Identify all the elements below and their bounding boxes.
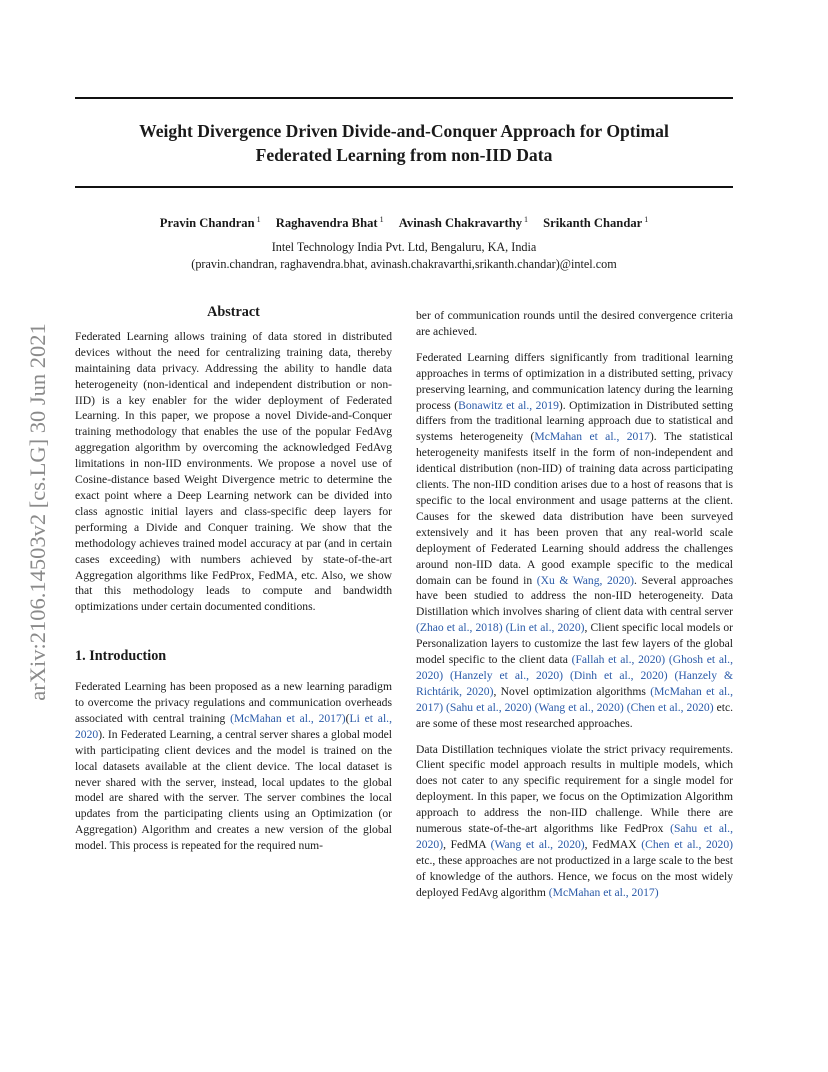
citation-link[interactable]: (Dinh et al., 2020) [570, 668, 668, 682]
text-run: ber of communication rounds until the desired convergence criteria are achieved. [416, 309, 733, 338]
author-list [75, 215, 733, 231]
affiliation-mark: 1 [379, 215, 384, 224]
citation-link[interactable]: Li et al., 2020 [75, 711, 392, 741]
title-rule-bottom [75, 186, 733, 188]
intro-paragraph-1-continued [416, 308, 733, 340]
text-run: ). In Federated Learning, a central server shares a global model with participating client devices and the model is trained on the local datasets available at the client device. The local dataset is never shared with the server, instead, local updates to the global model are shared with the server. The server combines the local updates from the participating clients using an Optimization (or Aggregation) Algorithm and creates a new version of the global model. This process is repeated for the required num- [75, 727, 392, 853]
intro-paragraph-1 [75, 679, 392, 854]
citation-link[interactable]: (Xu & Wang, 2020) [536, 573, 635, 587]
text-run [563, 669, 570, 682]
affiliation: Intel Technology India Pvt. Ltd, Bengaluru, KA, India [271, 240, 537, 254]
text-run: etc. are some of these most researched approaches. [416, 700, 733, 730]
citation-link[interactable]: (Chen et al., 2020) [626, 700, 714, 714]
text-run: , FedMAX [584, 838, 642, 851]
author: Srikanth Chandar $^1$ [543, 215, 649, 231]
citation-link[interactable]: (Hanzely et al., 2020) [450, 668, 564, 682]
arxiv-stamp-text: arXiv:2106.14503v2 [cs.LG] 30 Jun 2021 [25, 323, 50, 701]
paper-title [75, 119, 733, 167]
citation-link[interactable]: (Sahu et al., 2020) [416, 822, 733, 851]
text-run: , Novel optimization algorithms [493, 684, 651, 698]
citation-link[interactable]: (Fallah et al., 2020) [571, 653, 666, 667]
text-run: Data Distillation techniques violate the strict privacy requirements. Client specific model approach results in multiple models, which does not cater to any specific requirement for a single model for deployment. In this paper, we focus on the Optimization Algorithm approach to address the non-IID challenge. While there are numerous state-of-the-art algorithms like FedProx [416, 742, 733, 836]
text-run [668, 669, 675, 682]
text-run: Federated Learning has been proposed as a new learning paradigm to overcome the privacy regulations and communication overheads associated with central training [75, 680, 392, 725]
citation-link[interactable]: (Wang et al., 2020) [490, 838, 585, 851]
citation-link[interactable]: (Wang et al., 2020) [534, 700, 624, 714]
introduction-heading: 1. Introduction [75, 648, 167, 665]
citation-link[interactable]: (Ghosh et al., 2020) [416, 653, 733, 682]
affiliation-block [75, 239, 733, 273]
text-run [443, 669, 450, 682]
citation-link[interactable]: (McMahan et al., 2017) [548, 885, 659, 899]
text-run: ( [345, 711, 350, 725]
intro-paragraph-3 [416, 742, 733, 901]
affiliation-mark: 1 [256, 215, 261, 224]
text-run: , Client specific local models or Personalization layers to customize the last few layers of the global model specific to the client data [416, 621, 733, 667]
text-run: etc., these approaches are not productized in a large scale to the best of knowledge of the authors. Hence, we focus on the most widely deployed FedAvg algorithm [416, 853, 733, 899]
citation-link[interactable]: (Hanzely & Richtárik, 2020) [416, 668, 734, 698]
text-run: Federated Learning differs significantly from traditional learning approaches in terms of optimization in a distributed setting, privacy preserving learning, and communication latency during the learning process ( [416, 350, 733, 412]
title-line-2: Federated Learning from non-IID Data [255, 145, 553, 165]
affiliation-mark: 1 [644, 215, 649, 224]
title-rule-top [75, 97, 733, 99]
title-line-1: Weight Divergence Driven Divide-and-Conquer Approach for Optimal [139, 121, 669, 141]
text-run: , FedMA [443, 838, 491, 851]
citation-link[interactable]: (Chen et al., 2020) [641, 838, 734, 851]
text-run: ). The statistical heterogeneity manifests itself in the form of non-independent and identical distribution (non-IID) of training data across participating clients. The non-IID condition arises due to a host of reasons that is specific to the local environment and usage patterns at the client. Causes for the skewed data distribution have been surveyed extensively and it has been proven that any real-world scale deployment of Federated Learning should address the challenges around non-IID data. A good example specific to the medical domain can be found in [416, 430, 734, 587]
abstract-heading: Abstract [207, 304, 260, 320]
left-column [75, 305, 392, 854]
author: Avinash Chakravarthy $^1$ [398, 215, 529, 231]
text-run: . Several approaches have been studied to address the non-IID heterogeneity. Data Distillation which involves sharing of client data with central server [416, 573, 734, 619]
citation-link[interactable]: McMahan et al., 2017 [534, 430, 650, 444]
citation-link[interactable]: (McMahan et al., 2017) [416, 684, 733, 714]
affiliation-mark: 1 [524, 215, 529, 224]
author: Raghavendra Bhat $^1$ [275, 215, 384, 231]
citation-link[interactable]: (Sahu et al., 2020) [446, 700, 532, 714]
author-emails: (pravin.chandran, raghavendra.bhat, avinash.chakravarthi,srikanth.chandar)@intel.com [191, 257, 617, 271]
author: Pravin Chandran $^1$ [159, 215, 261, 231]
abstract-text: Federated Learning allows training of data stored in distributed devices without the need for centralizing training data, thereby maintaining data privacy. Addressing the ability to handle data heterogeneity (non-identical and independent distribution or non-IID) is a key enabler for the wider deployment of Federated Learning. In this paper, we propose a novel Divide-and-Conquer training methodology that enables the use of the popular FedAvg aggregation algorithm by overcoming the acknowledged FedAvg limitations in non-IID environments. We propose a novel use of Cosine-distance based Weight Divergence metric to determine the exact point where a Deep Learning network can be divided into class agnostic initial layers and class-specific deep layers for performing a Divide and Conquer training. We show that the methodology achieves trained model accuracy at par (and in certain cases exceeding) with numbers achieved by state-of-the-art Aggregation algorithms like FedProx, FedMA, etc. Also, we show that this methodology leads to compute and bandwidth optimizations under certain documented conditions. [75, 329, 392, 614]
citation-link[interactable]: (Lin et al., 2020) [505, 621, 585, 635]
right-column [416, 308, 733, 901]
text-run: ). Optimization in Distributed setting differs from the traditional learning approach due to statistical and systems heterogeneity ( [416, 398, 733, 444]
citation-link[interactable]: (Zhao et al., 2018) [416, 621, 503, 635]
intro-paragraph-2 [416, 350, 733, 732]
citation-link[interactable]: (McMahan et al., 2017) [230, 711, 346, 725]
citation-link[interactable]: Bonawitz et al., 2019 [458, 398, 559, 412]
